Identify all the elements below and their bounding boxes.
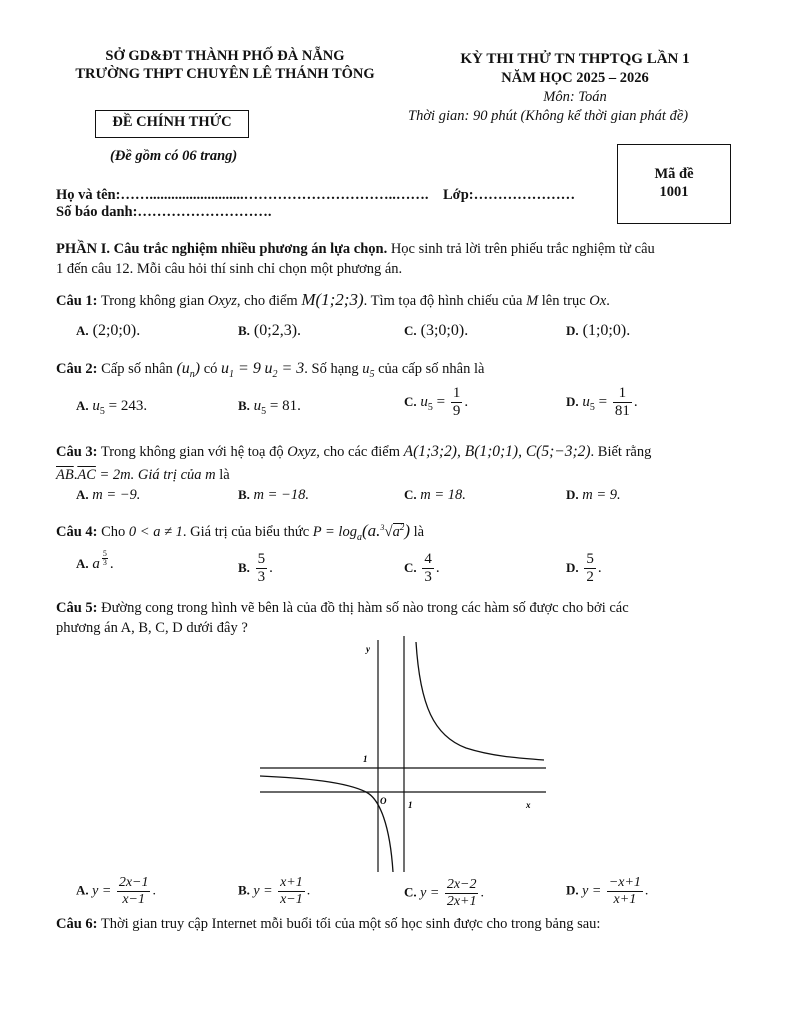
x-one-label: 1 xyxy=(408,800,413,810)
q4-option-d[interactable] xyxy=(566,552,602,585)
q3-text-c: . Biết rằng xyxy=(590,444,652,460)
option-lhs: u xyxy=(582,393,590,410)
q2-option-d[interactable]: D. $u_5$ = $\frac{1}{81}$ . xyxy=(566,385,638,419)
q4-label: Câu 4: xyxy=(56,524,98,540)
q2-text-a: Cấp số nhân xyxy=(97,361,177,377)
numerator: 2x−1 xyxy=(118,875,149,890)
option-fraction xyxy=(584,552,596,585)
q3-text-b: , cho các điểm xyxy=(316,444,404,460)
q2-text-d: của cấp số nhân là xyxy=(374,361,485,377)
question-5 xyxy=(56,598,736,638)
question-3 xyxy=(56,443,651,461)
q4-text-c: là xyxy=(410,524,425,540)
option-end: . xyxy=(306,883,311,899)
option-fraction xyxy=(256,552,268,585)
numerator: 1 xyxy=(452,385,461,401)
option-fraction xyxy=(451,386,463,419)
denominator: 3 xyxy=(424,569,432,585)
q1-point: M(1;2;3) xyxy=(301,290,364,309)
q4-expr-open: (a. xyxy=(361,521,381,540)
option-value: = 243. xyxy=(104,398,148,414)
q3-option-c[interactable] xyxy=(404,487,466,504)
vector-ab: $\overline{AB}$ xyxy=(56,467,74,483)
q6-label: Câu 6: xyxy=(56,916,98,932)
option-end: . xyxy=(633,393,638,410)
option-end: . xyxy=(109,556,114,572)
q4-text-b: . Giá trị của biểu thức xyxy=(182,524,313,540)
q1-text-e: . xyxy=(606,293,610,309)
radicand-base: a xyxy=(392,524,400,540)
option-lhs: u xyxy=(253,398,262,414)
numerator: 5 xyxy=(257,551,266,567)
department-name: SỞ GD&ĐT THÀNH PHỐ ĐÀ NẴNG xyxy=(105,48,345,64)
root-index: 3 xyxy=(380,523,385,533)
q4-text-a: Cho xyxy=(97,524,129,540)
option-fraction xyxy=(607,876,643,907)
q3-option-a[interactable] xyxy=(76,487,140,504)
option-lhs: u xyxy=(92,398,100,414)
q5-option-c[interactable] xyxy=(404,878,484,909)
q2-u1-sub: 1 xyxy=(229,369,235,381)
option-letter: A. xyxy=(76,882,89,898)
exam-time: Thời gian: 90 phút (Không kể thời gian phát đề) xyxy=(408,108,689,124)
option-end: . xyxy=(152,883,156,899)
option-sub: 5 xyxy=(427,401,433,413)
q1-option-c[interactable] xyxy=(404,322,468,340)
numerator: 2x−2 xyxy=(446,877,477,892)
option-letter: D. xyxy=(566,487,579,502)
q3-line2-end: là xyxy=(215,467,230,483)
origin-label: O xyxy=(380,796,387,806)
q1-text-d: lên trục xyxy=(538,293,590,309)
q2-u2-sub: 2 xyxy=(272,369,278,381)
option-lhs: y = xyxy=(420,885,443,901)
exam-code-value: 1001 xyxy=(659,184,689,200)
q4-condition: 0 < a ≠ 1 xyxy=(128,524,183,540)
q1-option-d[interactable] xyxy=(566,322,630,340)
question-2 xyxy=(56,360,484,380)
numerator: 5 xyxy=(586,551,594,567)
part1-instructions xyxy=(56,239,736,279)
q4-expr-p: P = log xyxy=(312,524,357,540)
function-graph xyxy=(256,636,552,876)
q2-u1 xyxy=(221,360,261,381)
denominator: x+1 xyxy=(613,892,637,907)
q2-u2 xyxy=(264,360,305,381)
q1-option-a[interactable] xyxy=(76,322,140,340)
q5-option-a[interactable] xyxy=(76,876,156,907)
q2-u5-base: u xyxy=(362,361,370,377)
option-fraction xyxy=(422,552,434,585)
q4-option-b[interactable] xyxy=(238,552,273,585)
option-letter: B. xyxy=(238,487,250,502)
q4-expression xyxy=(312,521,411,543)
option-fraction xyxy=(117,876,151,907)
q3-option-d[interactable] xyxy=(566,487,621,504)
pages-note: (Đề gồm có 06 trang) xyxy=(110,148,238,164)
q2-text-c: . Số hạng xyxy=(304,361,363,377)
option-fraction xyxy=(445,878,479,909)
subject: Môn: Toán xyxy=(543,89,607,105)
q1-option-b[interactable] xyxy=(238,322,301,340)
option-fraction xyxy=(613,386,632,419)
q4-option-a[interactable] xyxy=(76,549,114,573)
q1-m: M xyxy=(526,293,539,309)
option-value: m = −18. xyxy=(253,487,309,503)
student-id-field[interactable]: Số báo danh:………………………. xyxy=(56,204,272,220)
q3-option-b[interactable] xyxy=(238,487,309,504)
option-value: = 81. xyxy=(266,398,301,414)
q4-expr-sub: a xyxy=(356,531,362,543)
denominator: 9 xyxy=(452,403,461,419)
exam-code-label: Mã đề xyxy=(654,166,694,182)
option-value: (3;0;0). xyxy=(420,322,469,339)
q1-text-a: Trong không gian xyxy=(97,293,208,309)
q2-u1-val: = 9 xyxy=(234,360,261,377)
option-lhs: y = xyxy=(253,883,277,899)
option-base: a xyxy=(92,556,100,572)
q2-u5 xyxy=(362,361,375,380)
numerator: 4 xyxy=(424,551,432,567)
option-letter: B. xyxy=(238,398,250,413)
exam-title: KỲ THI THỬ TN THPTQG LẦN 1 xyxy=(460,51,690,67)
option-value: m = −9. xyxy=(92,487,141,503)
option-letter: D. xyxy=(566,559,579,575)
option-letter: D. xyxy=(566,393,579,409)
option-letter: A. xyxy=(76,323,89,338)
q2-option-b[interactable] xyxy=(238,398,301,417)
question-1 xyxy=(56,290,610,310)
option-end: . xyxy=(597,559,602,576)
option-letter: C. xyxy=(404,393,417,409)
q3-points: A(1;3;2), B(1;0;1), C(5;−3;2) xyxy=(403,443,591,460)
option-letter: B. xyxy=(238,882,250,898)
q3-m: m xyxy=(205,467,216,483)
school-name: TRƯỜNG THPT CHUYÊN LÊ THÁNH TÔNG xyxy=(75,66,375,82)
option-end: . xyxy=(435,559,440,576)
q4-option-c[interactable] xyxy=(404,552,440,585)
x-axis-label: x xyxy=(526,800,531,810)
school-year: NĂM HỌC 2025 – 2026 xyxy=(501,70,649,86)
q1-text-c: . Tìm tọa độ hình chiếu của xyxy=(363,293,527,309)
option-fraction xyxy=(278,876,305,907)
curve-left-branch xyxy=(260,776,393,872)
option-letter: B. xyxy=(238,323,250,338)
curve-right-branch xyxy=(416,642,544,760)
name-field[interactable]: Họ và tên:……..........................…………………………..……. xyxy=(56,187,429,203)
numerator: −x+1 xyxy=(608,875,641,890)
option-lhs: u xyxy=(420,393,428,410)
q2-label: Câu 2: xyxy=(56,361,98,377)
option-sub: 5 xyxy=(261,406,267,417)
q2-seq-open: (u xyxy=(176,360,190,377)
option-value: (0;2,3). xyxy=(253,322,302,339)
q2-text-b: có xyxy=(200,361,222,377)
option-lhs: y = xyxy=(92,883,115,899)
q1-space: Oxyz xyxy=(207,293,237,309)
option-letter: C. xyxy=(404,487,417,502)
question-4 xyxy=(56,521,424,543)
q6-text: Thời gian truy cập Internet mỗi buổi tối của một số học sinh được cho trong bảng sau: xyxy=(97,916,601,932)
radicand xyxy=(393,523,405,540)
part1-title: PHẦN I. Câu trắc nghiệm nhiều phương án lựa chọn. xyxy=(56,241,388,257)
option-sub: 5 xyxy=(99,406,105,417)
class-field[interactable]: Lớp:………………… xyxy=(443,187,576,203)
denominator: 81 xyxy=(614,403,630,419)
q5-option-b[interactable] xyxy=(238,876,310,907)
q5-line1: Đường cong trong hình vẽ bên là của đồ thị hàm số nào trong các hàm số được cho bởi các xyxy=(97,600,629,616)
q2-seq xyxy=(176,360,201,381)
q1-label: Câu 1: xyxy=(56,293,98,309)
q2-seq-close: ) xyxy=(194,360,201,377)
option-end: . xyxy=(480,885,484,901)
q5-line2: phương án A, B, C, D dưới đây ? xyxy=(56,620,248,636)
q5-option-d[interactable] xyxy=(566,876,648,907)
denominator: x−1 xyxy=(280,892,303,907)
option-exponent xyxy=(102,550,108,567)
q3-dot: . xyxy=(73,467,78,483)
option-letter: A. xyxy=(76,556,89,571)
numerator: 5 xyxy=(102,549,107,558)
official-label: ĐỀ CHÍNH THỨC xyxy=(112,114,232,130)
q3-label: Câu 3: xyxy=(56,444,98,460)
q4-expr-close: ) xyxy=(404,521,411,540)
option-letter: C. xyxy=(404,559,417,575)
q1-text-b: , cho điểm xyxy=(236,293,302,309)
part1-desc1: Học sinh trả lời trên phiếu trắc nghiệm từ câu xyxy=(387,241,655,257)
q2-option-c[interactable]: C. $u_5$ = $\frac{1}{9}$ . xyxy=(404,385,469,419)
option-sub: 5 xyxy=(589,401,595,413)
option-value: m = 9. xyxy=(582,487,621,503)
option-letter: A. xyxy=(76,487,89,502)
option-letter: C. xyxy=(404,323,417,338)
question-6 xyxy=(56,916,600,933)
q2-u5-sub: 5 xyxy=(369,368,375,380)
denominator: 2 xyxy=(586,569,594,585)
denominator: x−1 xyxy=(122,892,145,907)
q3-line2-rest: = 2m. Giá trị của xyxy=(95,467,206,483)
q1-axis: Ox xyxy=(589,293,607,309)
option-value: m = 18. xyxy=(420,487,466,503)
numerator: x+1 xyxy=(280,875,303,890)
option-value: (2;0;0). xyxy=(92,322,141,339)
option-lhs: y = xyxy=(582,883,605,899)
vector-ac: $\overline{AC}$ xyxy=(77,467,96,483)
numerator: 1 xyxy=(613,386,632,403)
denominator: 2x+1 xyxy=(446,894,477,909)
q3-space: Oxyz xyxy=(287,444,317,460)
q2-seq-sub: n xyxy=(189,369,195,381)
option-letter: B. xyxy=(238,559,250,575)
question-3-line2 xyxy=(56,467,230,484)
option-letter: D. xyxy=(566,323,579,338)
denominator: 3 xyxy=(102,558,107,567)
q2-u1-base: u xyxy=(221,360,230,377)
radicand-exp: 2 xyxy=(399,522,405,533)
option-end: . xyxy=(644,883,649,899)
q5-label: Câu 5: xyxy=(56,600,98,616)
denominator: 3 xyxy=(257,569,266,585)
option-letter: A. xyxy=(76,398,89,413)
option-end: . xyxy=(464,393,469,410)
radical-sign: √ xyxy=(384,524,393,540)
option-value: (1;0;0). xyxy=(582,322,631,339)
option-letter: C. xyxy=(404,884,417,900)
part1-desc2: 1 đến câu 12. Mỗi câu hỏi thí sinh chỉ chọn một phương án. xyxy=(56,261,403,277)
y-one-label: 1 xyxy=(363,754,368,764)
q2-option-a[interactable] xyxy=(76,398,147,417)
q2-u2-val: = 3 xyxy=(277,360,305,377)
q2-u2-base: u xyxy=(264,360,273,377)
y-axis-label: y xyxy=(366,644,370,654)
q3-text-a: Trong không gian với hệ toạ độ xyxy=(97,444,288,460)
option-end: . xyxy=(269,559,273,576)
option-letter: D. xyxy=(566,882,579,898)
